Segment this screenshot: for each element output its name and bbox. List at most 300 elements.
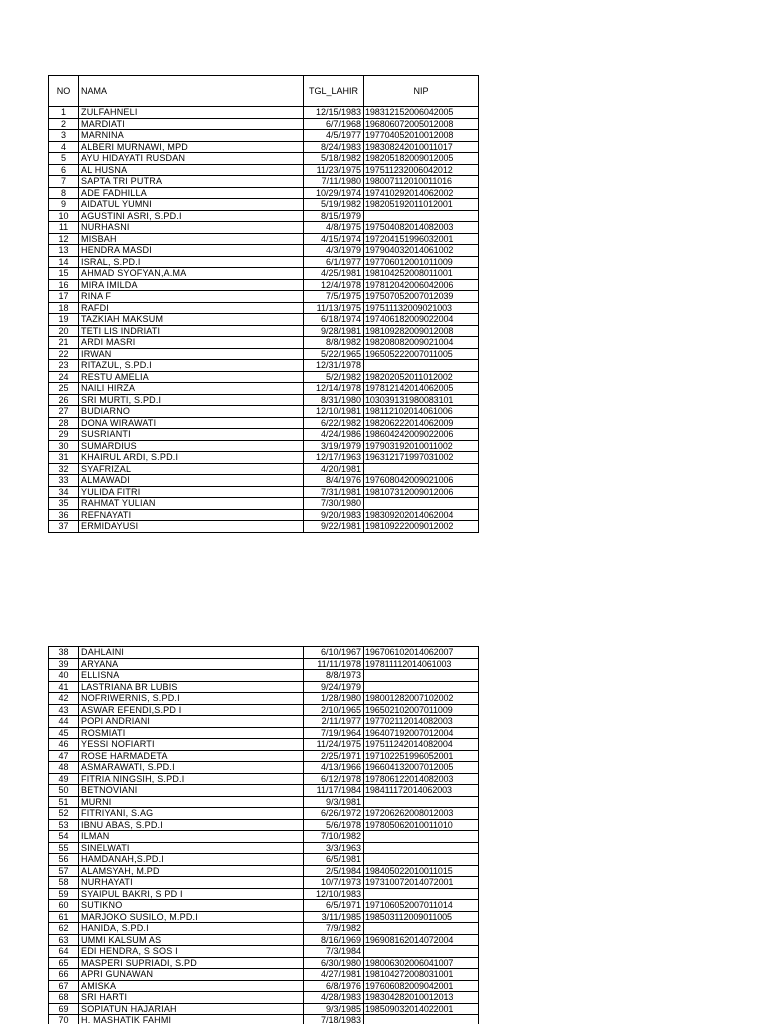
table-row [49, 773, 479, 785]
cell-nama: MARJOKO SUSILO, M.PD.I [79, 911, 304, 923]
cell-tgl-lahir: 6/18/1974 [304, 314, 364, 326]
cell-nama: DONA WIRAWATI [79, 417, 304, 429]
cell-tgl-lahir: 8/31/1980 [304, 394, 364, 406]
cell-nama: SAPTA TRI PUTRA [79, 176, 304, 188]
cell-nama: YULIDA FITRI [79, 486, 304, 498]
cell-no: 39 [49, 658, 79, 670]
cell-nama: HANIDA, S.PD.I [79, 923, 304, 935]
cell-nama: TETI LIS INDRIATI [79, 325, 304, 337]
cell-tgl-lahir: 6/5/1971 [304, 900, 364, 912]
cell-tgl-lahir: 2/5/1984 [304, 865, 364, 877]
cell-no: 66 [49, 969, 79, 981]
cell-nama: IBNU ABAS, S.PD.I [79, 819, 304, 831]
cell-nip [364, 923, 479, 935]
table-row [49, 727, 479, 739]
cell-nama: H. MASHATIK FAHMI [79, 1015, 304, 1024]
table-row [49, 1003, 479, 1015]
cell-nip: 198206222014062009 [364, 417, 479, 429]
table-row [49, 463, 479, 475]
cell-nip: 198509032014022001 [364, 1003, 479, 1015]
cell-nip: 197511232006042012 [364, 164, 479, 176]
cell-tgl-lahir: 5/22/1965 [304, 348, 364, 360]
cell-nama: FITRIA NINGSIH, S.PD.I [79, 773, 304, 785]
cell-nip: 196806072005012008 [364, 118, 479, 130]
cell-tgl-lahir: 6/26/1972 [304, 808, 364, 820]
cell-tgl-lahir: 9/20/1983 [304, 509, 364, 521]
cell-nip: 198604242009022006 [364, 429, 479, 441]
cell-no: 51 [49, 796, 79, 808]
table-row [49, 371, 479, 383]
table-row [49, 842, 479, 854]
cell-tgl-lahir: 9/22/1981 [304, 521, 364, 533]
cell-nama: ROSMIATI [79, 727, 304, 739]
table-row [49, 199, 479, 211]
cell-no: 32 [49, 463, 79, 475]
cell-nama: LASTRIANA BR LUBIS [79, 681, 304, 693]
cell-no: 65 [49, 957, 79, 969]
cell-nip: 198503112009011005 [364, 911, 479, 923]
cell-no: 35 [49, 498, 79, 510]
table-row [49, 969, 479, 981]
cell-tgl-lahir: 12/10/1981 [304, 406, 364, 418]
table-row [49, 348, 479, 360]
cell-tgl-lahir: 12/17/1963 [304, 452, 364, 464]
table-row [49, 877, 479, 889]
cell-tgl-lahir: 2/25/1971 [304, 750, 364, 762]
table-row [49, 750, 479, 762]
cell-no: 42 [49, 693, 79, 705]
cell-no: 33 [49, 475, 79, 487]
cell-nama: ASWAR EFENDI,S.PD I [79, 704, 304, 716]
cell-no: 29 [49, 429, 79, 441]
cell-nama: ISRAL, S.PD.I [79, 256, 304, 268]
cell-nama: FITRIYANI, S.AG [79, 808, 304, 820]
cell-no: 10 [49, 210, 79, 222]
table-row [49, 647, 479, 659]
cell-tgl-lahir: 4/25/1981 [304, 268, 364, 280]
cell-nip: 198205192011012001 [364, 199, 479, 211]
table-row [49, 394, 479, 406]
cell-no: 68 [49, 992, 79, 1004]
cell-nama: AMISKA [79, 980, 304, 992]
cell-tgl-lahir: 7/31/1981 [304, 486, 364, 498]
cell-no: 3 [49, 130, 79, 142]
cell-no: 11 [49, 222, 79, 234]
table-row [49, 360, 479, 372]
cell-tgl-lahir: 2/11/1977 [304, 716, 364, 728]
cell-nama: NAILI HIRZA [79, 383, 304, 395]
cell-no: 50 [49, 785, 79, 797]
cell-nip: 197811112014061003 [364, 658, 479, 670]
cell-no: 63 [49, 934, 79, 946]
table-row [49, 337, 479, 349]
header-row [49, 76, 479, 107]
cell-no: 34 [49, 486, 79, 498]
cell-nip: 198304282010012013 [364, 992, 479, 1004]
cell-no: 9 [49, 199, 79, 211]
cell-nip: 198104252008011001 [364, 268, 479, 280]
cell-tgl-lahir: 4/5/1977 [304, 130, 364, 142]
cell-nama: SRI MURTI, S.PD.I [79, 394, 304, 406]
cell-nip: 196604132007012005 [364, 762, 479, 774]
cell-no: 40 [49, 670, 79, 682]
cell-no: 62 [49, 923, 79, 935]
cell-no: 27 [49, 406, 79, 418]
cell-nama: RINA F [79, 291, 304, 303]
table-row [49, 291, 479, 303]
cell-nip: 196505222007011005 [364, 348, 479, 360]
cell-nama: SINELWATI [79, 842, 304, 854]
cell-nama: ALMAWADI [79, 475, 304, 487]
table-row [49, 888, 479, 900]
cell-tgl-lahir: 11/13/1975 [304, 302, 364, 314]
cell-nama: UMMI KALSUM AS [79, 934, 304, 946]
table-row [49, 900, 479, 912]
cell-nama: ILMAN [79, 831, 304, 843]
cell-nip: 196502102007011009 [364, 704, 479, 716]
cell-tgl-lahir: 9/24/1979 [304, 681, 364, 693]
cell-no: 55 [49, 842, 79, 854]
cell-tgl-lahir: 6/8/1976 [304, 980, 364, 992]
cell-no: 61 [49, 911, 79, 923]
cell-nip: 196407192007012004 [364, 727, 479, 739]
cell-nama: RITAZUL, S.PD.I [79, 360, 304, 372]
cell-nama: MURNI [79, 796, 304, 808]
table-row [49, 716, 479, 728]
table-row [49, 762, 479, 774]
table-row [49, 946, 479, 958]
cell-tgl-lahir: 7/11/1980 [304, 176, 364, 188]
cell-no: 17 [49, 291, 79, 303]
cell-nip: 198007112010011016 [364, 176, 479, 188]
cell-no: 46 [49, 739, 79, 751]
cell-nip [364, 360, 479, 372]
cell-nip: 197903192010011002 [364, 440, 479, 452]
table-row [49, 785, 479, 797]
table-row [49, 210, 479, 222]
cell-nama: SYAIPUL BAKRI, S PD I [79, 888, 304, 900]
table-row [49, 693, 479, 705]
cell-tgl-lahir: 7/19/1964 [304, 727, 364, 739]
cell-tgl-lahir: 4/27/1981 [304, 969, 364, 981]
cell-no: 6 [49, 164, 79, 176]
cell-nama: ROSE HARMADETA [79, 750, 304, 762]
table-row [49, 486, 479, 498]
cell-no: 8 [49, 187, 79, 199]
cell-no: 23 [49, 360, 79, 372]
cell-tgl-lahir: 6/30/1980 [304, 957, 364, 969]
cell-no: 56 [49, 854, 79, 866]
table-row [49, 176, 479, 188]
cell-tgl-lahir: 4/8/1975 [304, 222, 364, 234]
cell-nama: ASMARAWATI, S.PD.I [79, 762, 304, 774]
cell-nip: 197511242014082004 [364, 739, 479, 751]
cell-no: 52 [49, 808, 79, 820]
cell-no: 1 [49, 107, 79, 119]
cell-tgl-lahir: 11/23/1975 [304, 164, 364, 176]
cell-no: 60 [49, 900, 79, 912]
cell-nip: 198205182009012005 [364, 153, 479, 165]
cell-nama: AIDATUL YUMNI [79, 199, 304, 211]
cell-no: 37 [49, 521, 79, 533]
cell-tgl-lahir: 12/10/1983 [304, 888, 364, 900]
cell-nip [364, 1015, 479, 1024]
table-row [49, 934, 479, 946]
cell-no: 70 [49, 1015, 79, 1024]
cell-nama: IRWAN [79, 348, 304, 360]
cell-no: 31 [49, 452, 79, 464]
cell-nama: ARDI MASRI [79, 337, 304, 349]
cell-no: 64 [49, 946, 79, 958]
cell-nama: NURHASNI [79, 222, 304, 234]
table-row [49, 245, 479, 257]
cell-no: 28 [49, 417, 79, 429]
cell-no: 20 [49, 325, 79, 337]
cell-nama: SUTIKNO [79, 900, 304, 912]
cell-tgl-lahir: 4/13/1966 [304, 762, 364, 774]
cell-no: 12 [49, 233, 79, 245]
cell-tgl-lahir: 9/28/1981 [304, 325, 364, 337]
cell-nama: POPI ANDRIANI [79, 716, 304, 728]
cell-nip: 103039131980083101 [364, 394, 479, 406]
cell-no: 59 [49, 888, 79, 900]
cell-tgl-lahir: 6/1/1977 [304, 256, 364, 268]
table-row [49, 796, 479, 808]
cell-tgl-lahir: 11/24/1975 [304, 739, 364, 751]
table-row [49, 670, 479, 682]
cell-nip: 198308242010011017 [364, 141, 479, 153]
cell-nip: 198202052011012002 [364, 371, 479, 383]
table-row [49, 521, 479, 533]
table-row [49, 681, 479, 693]
table-row [49, 808, 479, 820]
cell-no: 53 [49, 819, 79, 831]
cell-no: 7 [49, 176, 79, 188]
cell-no: 2 [49, 118, 79, 130]
cell-nip: 198109282009012008 [364, 325, 479, 337]
cell-nip: 196706102014062007 [364, 647, 479, 659]
cell-no: 13 [49, 245, 79, 257]
table-row [49, 222, 479, 234]
cell-nama: MARNINA [79, 130, 304, 142]
cell-nip: 196908162014072004 [364, 934, 479, 946]
table-row [49, 417, 479, 429]
cell-nama: MASPERI SUPRIADI, S.PD [79, 957, 304, 969]
cell-nip [364, 831, 479, 843]
cell-tgl-lahir: 7/10/1982 [304, 831, 364, 843]
cell-nama: APRI GUNAWAN [79, 969, 304, 981]
table-row [49, 739, 479, 751]
cell-tgl-lahir: 6/22/1982 [304, 417, 364, 429]
cell-nip [364, 854, 479, 866]
table-row [49, 107, 479, 119]
cell-tgl-lahir: 7/5/1975 [304, 291, 364, 303]
cell-nama: SUMARDIUS [79, 440, 304, 452]
cell-nip: 197706012001011009 [364, 256, 479, 268]
cell-nip: 198006302006041007 [364, 957, 479, 969]
cell-no: 38 [49, 647, 79, 659]
cell-nip: 197106052007011014 [364, 900, 479, 912]
cell-nip [364, 842, 479, 854]
cell-nama: SUSRIANTI [79, 429, 304, 441]
table-row [49, 923, 479, 935]
cell-nama: MISBAH [79, 233, 304, 245]
cell-no: 30 [49, 440, 79, 452]
cell-nama: MIRA IMILDA [79, 279, 304, 291]
cell-nip: 197806122014082003 [364, 773, 479, 785]
cell-nip: 196312171997031002 [364, 452, 479, 464]
cell-no: 5 [49, 153, 79, 165]
cell-tgl-lahir: 4/28/1983 [304, 992, 364, 1004]
cell-nip: 198001282007102002 [364, 693, 479, 705]
cell-nama: AYU HIDAYATI RUSDAN [79, 153, 304, 165]
cell-no: 47 [49, 750, 79, 762]
cell-nama: ZULFAHNELI [79, 107, 304, 119]
cell-nama: REFNAYATI [79, 509, 304, 521]
cell-nip: 197704052010012008 [364, 130, 479, 142]
cell-tgl-lahir: 7/18/1983 [304, 1015, 364, 1024]
cell-nama: ALBERI MURNAWI, MPD [79, 141, 304, 153]
cell-tgl-lahir: 6/7/1968 [304, 118, 364, 130]
table-row [49, 302, 479, 314]
cell-no: 41 [49, 681, 79, 693]
cell-tgl-lahir: 8/15/1979 [304, 210, 364, 222]
table-row [49, 1015, 479, 1024]
cell-nama: AGUSTINI ASRI, S.PD.I [79, 210, 304, 222]
cell-no: 67 [49, 980, 79, 992]
cell-nip [364, 796, 479, 808]
cell-no: 69 [49, 1003, 79, 1015]
table-row [49, 256, 479, 268]
table-row [49, 819, 479, 831]
cell-tgl-lahir: 11/17/1984 [304, 785, 364, 797]
cell-nama: EDI HENDRA, S SOS I [79, 946, 304, 958]
cell-tgl-lahir: 8/8/1973 [304, 670, 364, 682]
table-row [49, 704, 479, 716]
cell-tgl-lahir: 4/20/1981 [304, 463, 364, 475]
cell-tgl-lahir: 5/6/1978 [304, 819, 364, 831]
cell-tgl-lahir: 9/3/1985 [304, 1003, 364, 1015]
cell-nip: 198411172014062003 [364, 785, 479, 797]
cell-tgl-lahir: 6/10/1967 [304, 647, 364, 659]
cell-tgl-lahir: 12/15/1983 [304, 107, 364, 119]
cell-nama: SRI HARTI [79, 992, 304, 1004]
cell-tgl-lahir: 7/9/1982 [304, 923, 364, 935]
cell-tgl-lahir: 3/11/1985 [304, 911, 364, 923]
cell-nip: 197606082009042001 [364, 980, 479, 992]
cell-no: 21 [49, 337, 79, 349]
cell-tgl-lahir: 5/2/1982 [304, 371, 364, 383]
cell-nip: 197204151996032001 [364, 233, 479, 245]
cell-nama: NURHAYATI [79, 877, 304, 889]
table-row [49, 268, 479, 280]
table-row [49, 911, 479, 923]
cell-nip: 197102251996052001 [364, 750, 479, 762]
cell-nama: TAZKIAH MAKSUM [79, 314, 304, 326]
table-row [49, 118, 479, 130]
cell-no: 15 [49, 268, 79, 280]
cell-no: 57 [49, 865, 79, 877]
cell-nama: HAMDANAH,S.PD.I [79, 854, 304, 866]
cell-nama: HENDRA MASDI [79, 245, 304, 257]
cell-tgl-lahir: 8/16/1969 [304, 934, 364, 946]
cell-nama: BUDIARNO [79, 406, 304, 418]
table-row [49, 406, 479, 418]
cell-nip [364, 210, 479, 222]
cell-no: 36 [49, 509, 79, 521]
cell-nip: 198208082009021004 [364, 337, 479, 349]
cell-nama: SYAFRIZAL [79, 463, 304, 475]
table-row [49, 980, 479, 992]
cell-nama: DAHLAINI [79, 647, 304, 659]
cell-tgl-lahir: 10/7/1973 [304, 877, 364, 889]
cell-tgl-lahir: 4/3/1979 [304, 245, 364, 257]
cell-tgl-lahir: 8/4/1976 [304, 475, 364, 487]
cell-nip [364, 888, 479, 900]
cell-nip [364, 946, 479, 958]
cell-nip [364, 670, 479, 682]
cell-nip: 197805062010011010 [364, 819, 479, 831]
cell-tgl-lahir: 1/28/1980 [304, 693, 364, 705]
employee-table-2 [48, 646, 479, 1024]
cell-no: 43 [49, 704, 79, 716]
table-row [49, 314, 479, 326]
cell-nama: YESSI NOFIARTI [79, 739, 304, 751]
cell-no: 25 [49, 383, 79, 395]
cell-nip: 197511132009021003 [364, 302, 479, 314]
cell-no: 58 [49, 877, 79, 889]
cell-tgl-lahir: 4/24/1986 [304, 429, 364, 441]
cell-tgl-lahir: 7/30/1980 [304, 498, 364, 510]
cell-nama: ARYANA [79, 658, 304, 670]
table-row [49, 854, 479, 866]
cell-nama: RAHMAT YULIAN [79, 498, 304, 510]
cell-nama: ALAMSYAH, M.PD [79, 865, 304, 877]
table-row [49, 509, 479, 521]
cell-no: 24 [49, 371, 79, 383]
cell-nip: 198109222009012002 [364, 521, 479, 533]
cell-no: 49 [49, 773, 79, 785]
cell-tgl-lahir: 3/3/1963 [304, 842, 364, 854]
table-body [49, 107, 479, 533]
cell-nama: AL HUSNA [79, 164, 304, 176]
cell-tgl-lahir: 8/8/1982 [304, 337, 364, 349]
cell-nama: SOPIATUN HAJARIAH [79, 1003, 304, 1015]
cell-tgl-lahir: 10/29/1974 [304, 187, 364, 199]
cell-nama: ERMIDAYUSI [79, 521, 304, 533]
table-row [49, 187, 479, 199]
cell-nip: 197812142014062005 [364, 383, 479, 395]
cell-nip: 197812042006042006 [364, 279, 479, 291]
cell-tgl-lahir: 12/14/1978 [304, 383, 364, 395]
cell-nip: 197310072014072001 [364, 877, 479, 889]
cell-tgl-lahir: 6/12/1978 [304, 773, 364, 785]
cell-nip: 197507052007012039 [364, 291, 479, 303]
table-body [49, 647, 479, 1024]
cell-nip: 198104272008031001 [364, 969, 479, 981]
cell-nip [364, 463, 479, 475]
cell-nip: 197410292014062002 [364, 187, 479, 199]
cell-tgl-lahir: 5/18/1982 [304, 153, 364, 165]
cell-no: 14 [49, 256, 79, 268]
table-row [49, 831, 479, 843]
cell-no: 16 [49, 279, 79, 291]
cell-tgl-lahir: 4/15/1974 [304, 233, 364, 245]
cell-tgl-lahir: 3/19/1979 [304, 440, 364, 452]
cell-nip: 197206262008012003 [364, 808, 479, 820]
cell-nama: RESTU AMELIA [79, 371, 304, 383]
table-row [49, 957, 479, 969]
